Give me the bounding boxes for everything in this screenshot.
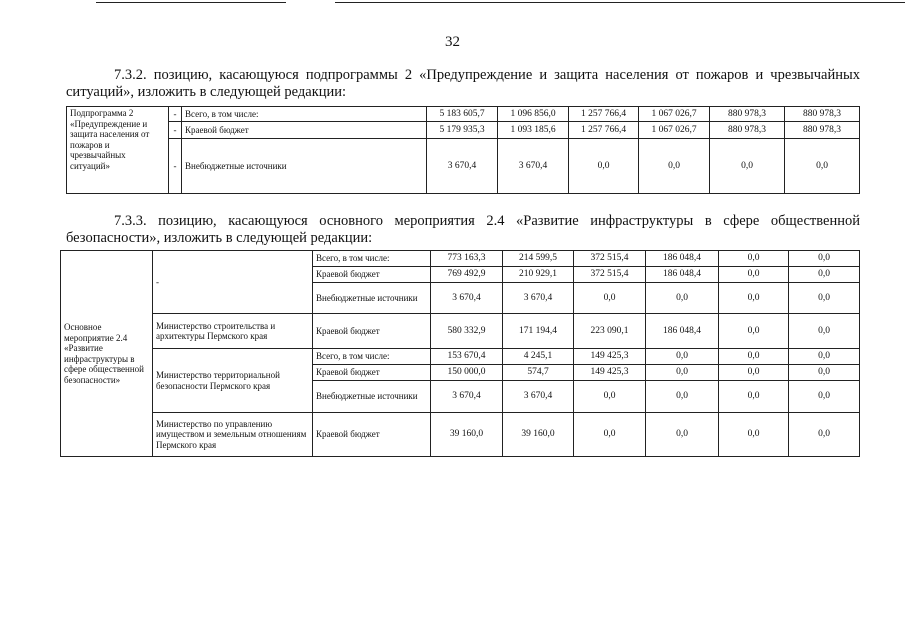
value-cell: 0,0 — [719, 314, 789, 349]
value-cell: 0,0 — [569, 139, 639, 194]
executor-name: Министерство по управлению имуществом и земельным отношениям Пермского края — [153, 413, 313, 457]
value-cell: 1 093 185,6 — [498, 122, 569, 139]
value-cell: 186 048,4 — [646, 267, 719, 283]
value-cell: 0,0 — [574, 283, 646, 314]
table-row — [61, 413, 860, 457]
table-row — [67, 107, 860, 122]
value-cell: 0,0 — [719, 251, 789, 267]
value-cell: 0,0 — [646, 381, 719, 413]
value-cell: 372 515,4 — [574, 267, 646, 283]
value-cell: 574,7 — [503, 365, 574, 381]
value-cell: 0,0 — [719, 267, 789, 283]
value-cell: 880 978,3 — [785, 107, 860, 122]
value-cell: 372 515,4 — [574, 251, 646, 267]
value-cell: 5 179 935,3 — [427, 122, 498, 139]
value-cell: 0,0 — [719, 413, 789, 457]
value-cell: 0,0 — [789, 381, 860, 413]
executor-name: Министерство строительства и архитектуры Пермского края — [153, 314, 313, 349]
section-text: позицию, касающуюся основного мероприятия 2.4 «Развитие инфраструктуры в сфере общественной безопасности», изложить в следующей редакции: — [66, 213, 860, 246]
value-cell: 3 670,4 — [427, 139, 498, 194]
value-cell: 3 670,4 — [431, 283, 503, 314]
value-cell: 3 670,4 — [498, 139, 569, 194]
value-cell: 1 257 766,4 — [569, 122, 639, 139]
value-cell: 0,0 — [789, 251, 860, 267]
value-cell: 0,0 — [789, 267, 860, 283]
value-cell: 149 425,3 — [574, 349, 646, 365]
funding-source: Краевой бюджет — [182, 122, 427, 139]
value-cell: 580 332,9 — [431, 314, 503, 349]
section-number: 7.3.2. — [114, 67, 147, 83]
value-cell: 0,0 — [639, 139, 710, 194]
value-cell: 0,0 — [574, 381, 646, 413]
value-cell: 3 670,4 — [503, 381, 574, 413]
value-cell: 0,0 — [646, 283, 719, 314]
value-cell: 214 599,5 — [503, 251, 574, 267]
value-cell: 39 160,0 — [431, 413, 503, 457]
table-row — [67, 139, 860, 194]
section-7-3-2-paragraph — [66, 67, 860, 101]
executor-name: Министерство территориальной безопасности Пермского края — [153, 349, 313, 413]
funding-source: Внебюджетные источники — [313, 283, 431, 314]
activity-2-4-table — [60, 250, 860, 457]
value-cell: 0,0 — [719, 381, 789, 413]
row-marker: - — [169, 122, 182, 139]
value-cell: 0,0 — [574, 413, 646, 457]
funding-source: Внебюджетные источники — [313, 381, 431, 413]
value-cell: 0,0 — [789, 413, 860, 457]
funding-source: Всего, в том числе: — [182, 107, 427, 122]
value-cell: 1 067 026,7 — [639, 122, 710, 139]
subprogram-name: Подпрограмма 2 «Предупреждение и защита населения от пожаров и чрезвычайных ситуаций» — [67, 107, 169, 194]
funding-source: Краевой бюджет — [313, 413, 431, 457]
value-cell: 0,0 — [789, 349, 860, 365]
value-cell: 880 978,3 — [785, 122, 860, 139]
value-cell: 186 048,4 — [646, 314, 719, 349]
top-rule-left — [96, 2, 286, 3]
value-cell: 1 257 766,4 — [569, 107, 639, 122]
top-rule-right — [335, 2, 905, 3]
value-cell: 880 978,3 — [710, 122, 785, 139]
funding-source: Краевой бюджет — [313, 267, 431, 283]
value-cell: 0,0 — [789, 314, 860, 349]
value-cell: 39 160,0 — [503, 413, 574, 457]
page-number: 32 — [445, 34, 460, 50]
funding-source: Внебюджетные источники — [182, 139, 427, 194]
value-cell: 0,0 — [646, 349, 719, 365]
row-marker: - — [169, 139, 182, 194]
value-cell: 4 245,1 — [503, 349, 574, 365]
value-cell: 210 929,1 — [503, 267, 574, 283]
section-number: 7.3.3. — [114, 213, 147, 229]
value-cell: 769 492,9 — [431, 267, 503, 283]
executor-name: - — [153, 251, 313, 314]
funding-source: Всего, в том числе: — [313, 251, 431, 267]
value-cell: 0,0 — [789, 283, 860, 314]
value-cell: 153 670,4 — [431, 349, 503, 365]
table-row — [61, 314, 860, 349]
table-row — [61, 349, 860, 365]
value-cell: 0,0 — [789, 365, 860, 381]
value-cell: 0,0 — [785, 139, 860, 194]
value-cell: 1 067 026,7 — [639, 107, 710, 122]
value-cell: 171 194,4 — [503, 314, 574, 349]
value-cell: 186 048,4 — [646, 251, 719, 267]
value-cell: 0,0 — [646, 413, 719, 457]
value-cell: 1 096 856,0 — [498, 107, 569, 122]
subprogram-2-table — [66, 106, 860, 194]
value-cell: 3 670,4 — [503, 283, 574, 314]
value-cell: 0,0 — [710, 139, 785, 194]
table-row — [61, 251, 860, 267]
value-cell: 880 978,3 — [710, 107, 785, 122]
value-cell: 0,0 — [719, 365, 789, 381]
value-cell: 0,0 — [719, 283, 789, 314]
activity-name: Основное мероприятие 2.4 «Развитие инфраструктуры в сфере общественной безопасности» — [61, 251, 153, 457]
funding-source: Краевой бюджет — [313, 314, 431, 349]
value-cell: 223 090,1 — [574, 314, 646, 349]
table-row — [67, 122, 860, 139]
section-text: позицию, касающуюся подпрограммы 2 «Предупреждение и защита населения от пожаров и чрезвычайных ситуаций», изложить в следующей редакции: — [66, 67, 860, 100]
row-marker: - — [169, 107, 182, 122]
value-cell: 3 670,4 — [431, 381, 503, 413]
value-cell: 150 000,0 — [431, 365, 503, 381]
funding-source: Всего, в том числе: — [313, 349, 431, 365]
funding-source: Краевой бюджет — [313, 365, 431, 381]
section-7-3-3-paragraph — [66, 213, 860, 247]
value-cell: 0,0 — [719, 349, 789, 365]
value-cell: 773 163,3 — [431, 251, 503, 267]
value-cell: 0,0 — [646, 365, 719, 381]
value-cell: 5 183 605,7 — [427, 107, 498, 122]
value-cell: 149 425,3 — [574, 365, 646, 381]
